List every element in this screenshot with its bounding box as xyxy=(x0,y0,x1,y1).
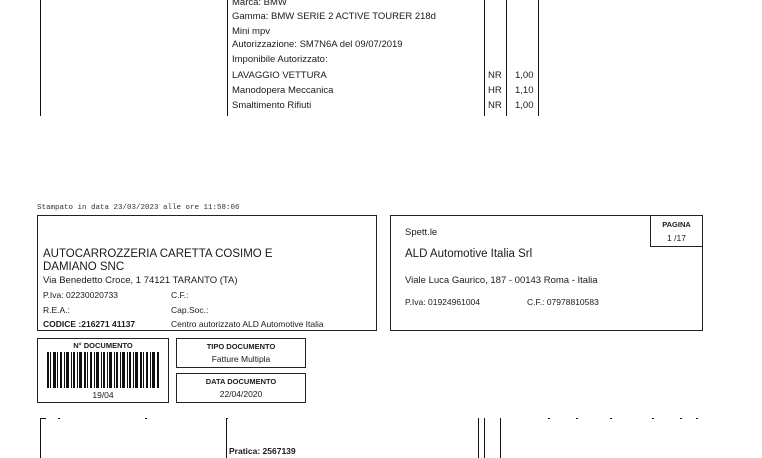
page-number-box xyxy=(650,215,703,247)
document-type-label: TIPO DOCUMENTO xyxy=(206,342,276,351)
document-number-value: 19/04 xyxy=(92,390,114,400)
sender-share-capital: Cap.Soc.: xyxy=(171,305,209,315)
table-tick xyxy=(680,418,682,419)
table-border-qty-right xyxy=(538,0,539,116)
table-tick xyxy=(548,418,550,419)
page-number-label: PAGINA xyxy=(662,220,691,229)
table-tick xyxy=(576,418,578,419)
item-unit: HR xyxy=(488,85,502,96)
sender-name-line2: DAMIANO SNC xyxy=(43,261,125,273)
recipient-vat: P.Iva: 01924961004 xyxy=(405,297,480,307)
item-qty: 1,00 xyxy=(515,100,534,111)
item-desc: Smaltimento Rifiuti xyxy=(232,100,312,111)
brand-line: Marca: BMW xyxy=(232,0,287,8)
print-timestamp: Stampato in data 23/03/2023 alle ore 11:58:06 xyxy=(37,204,240,212)
table-border-desc-left xyxy=(227,0,228,116)
document-date-value: 22/04/2020 xyxy=(219,389,263,399)
document-date-box xyxy=(176,373,306,403)
sender-name-line1: AUTOCARROZZERIA CARETTA COSIMO E xyxy=(43,248,273,260)
document-number-box xyxy=(37,338,169,403)
table-border-unit-right xyxy=(500,418,501,458)
authorized-taxable-line: Imponibile Autorizzato: xyxy=(232,54,328,65)
practice-number: Pratica: 2567139 xyxy=(229,446,296,456)
table-border-desc-left xyxy=(226,418,227,458)
item-qty: 1,00 xyxy=(515,70,534,81)
table-border-left xyxy=(40,0,41,116)
recipient-tax-code: C.F.: 07978810583 xyxy=(527,297,599,307)
category-line: Mini mpv xyxy=(232,26,271,37)
document-type-value: Fatture Multipla xyxy=(211,354,271,364)
document-date-label: DATA DOCUMENTO xyxy=(205,377,277,386)
sender-vat: P.Iva: 02230020733 xyxy=(43,290,118,300)
authorization-line: Autorizzazione: SM7N6A del 09/07/2019 xyxy=(232,39,403,50)
item-qty: 1,10 xyxy=(515,85,534,96)
document-type-box xyxy=(176,338,306,368)
table-tick xyxy=(652,418,654,419)
sender-rea: R.E.A.: xyxy=(43,305,70,315)
document-number-label: N° DOCUMENTO xyxy=(73,341,133,350)
table-border-unit-left xyxy=(478,418,479,458)
table-border-unit-left xyxy=(484,0,485,116)
recipient-salutation: Spett.le xyxy=(405,227,438,238)
sender-authorized-center: Centro autorizzato ALD Automotive Italia xyxy=(171,319,324,329)
table-tick xyxy=(696,418,698,419)
table-border-unit-inner xyxy=(484,418,485,458)
table-tick xyxy=(58,418,60,419)
sender-code: CODICE :216271 41137 xyxy=(43,319,136,329)
table-tick xyxy=(145,418,147,419)
sender-address: Via Benedetto Croce, 1 74121 TARANTO (TA) xyxy=(43,275,238,286)
item-unit: NR xyxy=(488,70,502,81)
model-line: Gamma: BMW SERIE 2 ACTIVE TOURER 218d xyxy=(232,11,436,22)
sender-box xyxy=(37,215,377,331)
item-desc: LAVAGGIO VETTURA xyxy=(232,70,327,81)
recipient-name: ALD Automotive Italia Srl xyxy=(405,248,533,260)
sender-tax-code: C.F.: xyxy=(171,290,189,300)
item-unit: NR xyxy=(488,100,502,111)
recipient-address: Viale Luca Gaurico, 187 - 00143 Roma - Italia xyxy=(405,275,598,286)
barcode-icon xyxy=(47,352,159,388)
table-border-left xyxy=(40,418,41,458)
item-desc: Manodopera Meccanica xyxy=(232,85,334,96)
table-border-unit-right xyxy=(506,0,507,116)
table-tick xyxy=(610,418,612,419)
page-number-value: 1 /17 xyxy=(667,233,686,243)
